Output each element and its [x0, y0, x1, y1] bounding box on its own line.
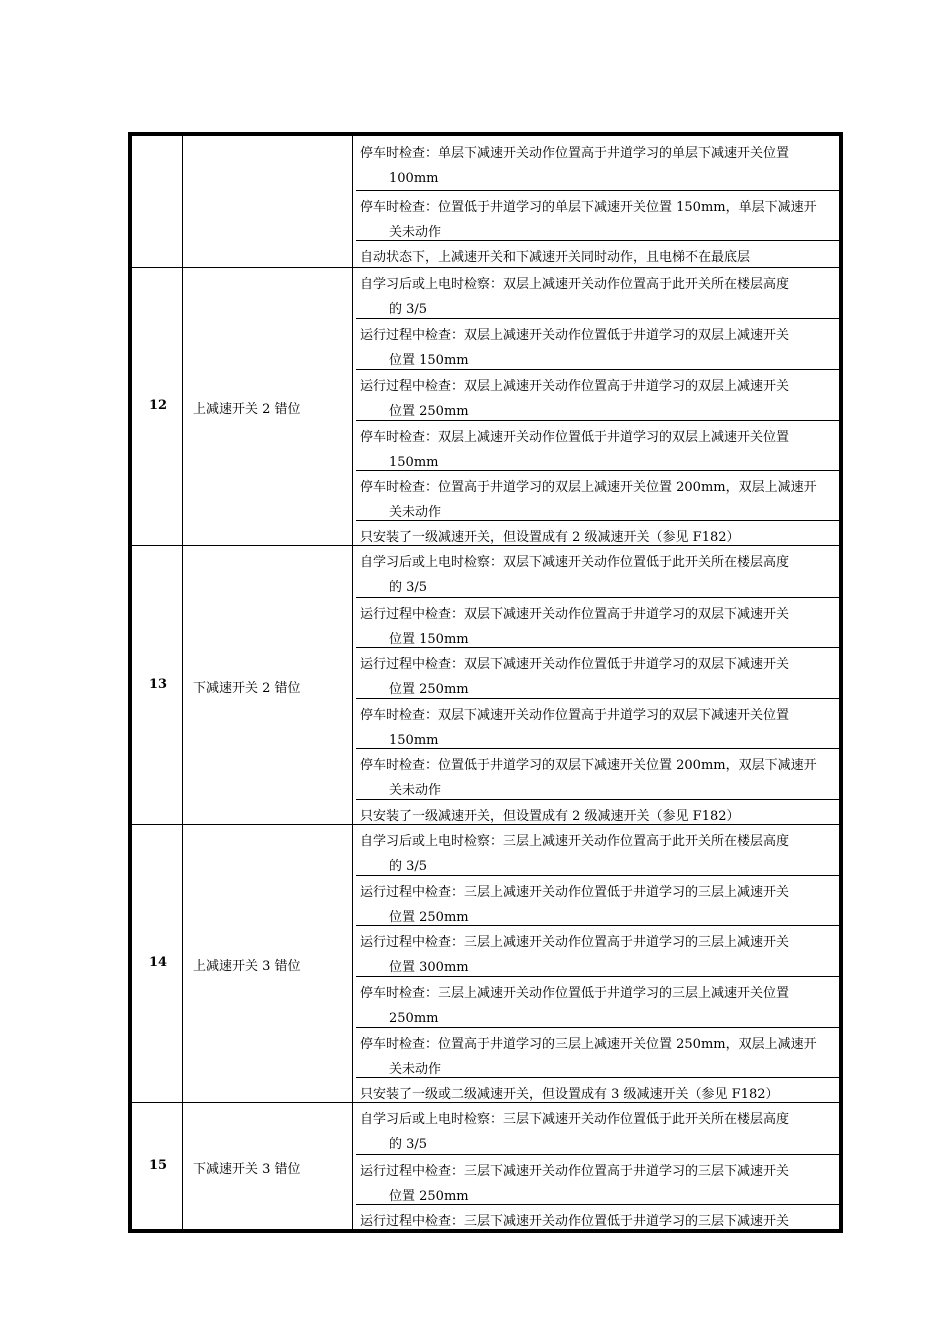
- row-divider: [356, 976, 839, 977]
- condition-row: [356, 1154, 839, 1204]
- condition-text: [360, 141, 835, 191]
- condition-row: [356, 1204, 839, 1229]
- condition-text: [360, 981, 835, 1031]
- condition-row: [356, 925, 839, 976]
- row-divider: [356, 1077, 839, 1078]
- condition-line-1: 停车时检查：双层上减速开关动作位置低于井道学习的双层上减速开关位置: [360, 430, 790, 445]
- condition-line-2: 150mm: [389, 733, 439, 748]
- condition-row: [356, 190, 839, 240]
- row-divider: [356, 240, 839, 241]
- condition-line-2: 关未动作: [389, 505, 442, 520]
- condition-text: [360, 753, 835, 803]
- row-divider: [356, 318, 839, 319]
- condition-row: [356, 597, 839, 647]
- condition-row: [356, 1077, 839, 1102]
- condition-line-2: 100mm: [389, 171, 439, 186]
- row-divider: [356, 925, 839, 926]
- condition-line-1: 停车时检查：双层下减速开关动作位置高于井道学习的双层下减速开关位置: [360, 708, 790, 723]
- condition-row: [356, 824, 839, 875]
- condition-text: [360, 1107, 835, 1157]
- condition-row: [356, 545, 839, 597]
- condition-text: [360, 829, 835, 879]
- row-divider: [356, 420, 839, 421]
- row-divider: [356, 520, 839, 521]
- condition-line-1: 运行过程中检查：双层上减速开关动作位置高于井道学习的双层上减速开关: [360, 379, 790, 394]
- condition-line-1: 停车时检查：单层下减速开关动作位置高于井道学习的单层下减速开关位置: [360, 146, 790, 161]
- condition-text: [360, 1032, 835, 1082]
- condition-line-2: 关未动作: [389, 783, 442, 798]
- condition-line-1: 自学习后或上电时检察：双层下减速开关动作位置低于此开关所在楼层高度: [360, 555, 790, 570]
- condition-text: [360, 880, 835, 930]
- fault-name: 下减速开关 3 错位: [193, 1161, 301, 1177]
- condition-text: [360, 323, 835, 373]
- fault-name: 上减速开关 2 错位: [193, 402, 301, 417]
- fault-number: 12: [148, 398, 168, 413]
- row-divider: [356, 799, 839, 800]
- condition-line-1: 只安装了一级或二级减速开关，但设置成有 3 级减速开关（参见 F182）: [360, 1087, 779, 1102]
- condition-row: [356, 748, 839, 799]
- condition-line-1: 运行过程中检查：双层上减速开关动作位置低于井道学习的双层上减速开关: [360, 328, 790, 343]
- condition-text: [360, 1159, 835, 1209]
- condition-line-2: 的 3/5: [389, 302, 428, 317]
- row-divider: [356, 748, 839, 749]
- condition-row: [356, 267, 839, 318]
- condition-line-2: 关未动作: [389, 1062, 442, 1077]
- row-divider: [356, 470, 839, 471]
- condition-row: [356, 1102, 839, 1154]
- row-divider: [356, 698, 839, 699]
- row-divider: [356, 1204, 839, 1205]
- condition-row: [356, 1027, 839, 1077]
- condition-line-1: 只安装了一级减速开关，但设置成有 2 级减速开关（参见 F182）: [360, 809, 740, 824]
- condition-text: [360, 374, 835, 424]
- condition-row: [356, 520, 839, 545]
- condition-line-2: 位置 250mm: [389, 682, 469, 697]
- row-divider: [356, 1154, 839, 1155]
- condition-line-1: 停车时检查：位置低于井道学习的双层下减速开关位置 200mm，双层下减速开: [360, 758, 817, 773]
- fault-name: 下减速开关 2 错位: [193, 680, 301, 696]
- condition-line-2: 关未动作: [389, 225, 442, 240]
- condition-line-1: 运行过程中检查：三层下减速开关动作位置高于井道学习的三层下减速开关: [360, 1164, 790, 1179]
- fault-number: 14: [148, 955, 168, 970]
- fault-group: [132, 267, 839, 545]
- condition-row: [356, 470, 839, 520]
- condition-row: [356, 369, 839, 420]
- condition-line-2: 位置 150mm: [389, 353, 469, 368]
- row-divider: [356, 597, 839, 598]
- condition-line-1: 自学习后或上电时检察：三层上减速开关动作位置高于此开关所在楼层高度: [360, 834, 790, 849]
- condition-line-2: 150mm: [389, 455, 439, 470]
- condition-text: [360, 272, 835, 322]
- condition-line-2: 250mm: [389, 1011, 439, 1026]
- condition-line-1: 自学习后或上电时检察：双层上减速开关动作位置高于此开关所在楼层高度: [360, 277, 790, 292]
- row-divider: [356, 369, 839, 370]
- condition-line-2: 位置 250mm: [389, 1189, 469, 1204]
- condition-row: [356, 240, 839, 267]
- fault-number: 13: [148, 676, 168, 692]
- condition-text: [360, 425, 835, 475]
- row-divider: [356, 875, 839, 876]
- fault-group: [132, 136, 839, 267]
- condition-line-2: 的 3/5: [389, 859, 428, 874]
- row-divider: [356, 190, 839, 191]
- condition-line-2: 的 3/5: [389, 580, 428, 595]
- condition-text: [360, 195, 835, 245]
- condition-row: [356, 420, 839, 470]
- fault-name: 上减速开关 3 错位: [193, 959, 301, 974]
- condition-row: [356, 318, 839, 369]
- condition-text: [360, 1209, 835, 1234]
- row-divider: [356, 1027, 839, 1028]
- condition-text: [360, 475, 835, 525]
- condition-line-2: 位置 300mm: [389, 960, 469, 975]
- condition-row: [356, 647, 839, 698]
- condition-line-1: 运行过程中检查：三层上减速开关动作位置高于井道学习的三层上减速开关: [360, 935, 790, 950]
- fault-group: [132, 824, 839, 1102]
- condition-line-1: 停车时检查：位置高于井道学习的双层上减速开关位置 200mm，双层上减速开: [360, 480, 817, 495]
- fault-table: [128, 132, 843, 1233]
- condition-line-2: 位置 250mm: [389, 404, 469, 419]
- condition-line-1: 运行过程中检查：三层上减速开关动作位置低于井道学习的三层上减速开关: [360, 885, 790, 900]
- condition-line-1: 运行过程中检查：双层下减速开关动作位置低于井道学习的双层下减速开关: [360, 657, 790, 672]
- condition-row: [356, 976, 839, 1027]
- condition-row: [356, 799, 839, 824]
- fault-group: [132, 545, 839, 824]
- condition-line-1: 停车时检查：位置低于井道学习的单层下减速开关位置 150mm，单层下减速开: [360, 200, 817, 215]
- row-divider: [356, 647, 839, 648]
- condition-text: [360, 930, 835, 980]
- condition-line-2: 的 3/5: [389, 1137, 428, 1152]
- condition-line-1: 停车时检查：位置高于井道学习的三层上减速开关位置 250mm，双层上减速开: [360, 1037, 817, 1052]
- condition-line-1: 停车时检查：三层上减速开关动作位置低于井道学习的三层上减速开关位置: [360, 986, 790, 1001]
- condition-row: [356, 875, 839, 925]
- condition-text: [360, 602, 835, 652]
- condition-line-2: 位置 250mm: [389, 910, 469, 925]
- condition-text: [360, 703, 835, 753]
- condition-row: [356, 136, 839, 190]
- condition-row: [356, 698, 839, 748]
- condition-line-1: 运行过程中检查：三层下减速开关动作位置低于井道学习的三层下减速开关: [360, 1214, 790, 1229]
- condition-line-1: 只安装了一级减速开关，但设置成有 2 级减速开关（参见 F182）: [360, 530, 740, 545]
- condition-line-2: 位置 150mm: [389, 632, 469, 647]
- condition-line-1: 运行过程中检查：双层下减速开关动作位置高于井道学习的双层下减速开关: [360, 607, 790, 622]
- condition-text: [360, 652, 835, 702]
- condition-line-1: 自动状态下，上减速开关和下减速开关同时动作，且电梯不在最底层: [360, 250, 751, 265]
- condition-line-1: 自学习后或上电时检察：三层下减速开关动作位置低于此开关所在楼层高度: [360, 1112, 790, 1127]
- fault-number: 15: [148, 1157, 168, 1173]
- condition-text: [360, 550, 835, 600]
- fault-group: [132, 1102, 839, 1229]
